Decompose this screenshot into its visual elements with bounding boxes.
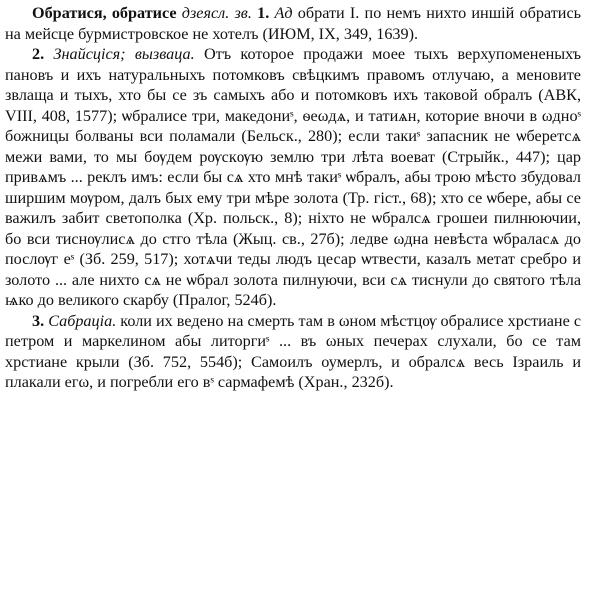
sense-text: обрати I. по немъ нихто иншій обратись на мейсце бурмистровское не хотелъ (ИЮМ, IX, 349, 1639). [5, 4, 582, 43]
sense-number: 1. [257, 4, 270, 22]
grammar-label: дзеясл. зв. [181, 4, 252, 22]
sense-text: Отъ которое продажи моее тыхъ верхупомененыхъ пановъ и ихъ натуральныхъ потомковъ свѣцкимъ правомъ отлучаю, а меновите звлаща и тыхъ, хто бы се зъ самыхъ або и потомковъ ихъ таковой обралъ (АВК, VIII, 408, 1577); ѡбралисе три, македониˢ, ѳеωдѧ, и татиѧн, которие вночи в ωдноˢ божницы болваны вси поламали (Бельск., 280); если такиˢ запасник не ѡберетсѧ межи вами, то мы бѹдем рѹскѹю землю три лѣта воеват (Стрыйк., 447); цар привѧмъ ... реклъ имъ: если бы сѧ хто мнѣ такиˢ ѡбралъ, абы трою мѣсто збудовал ширшим мѹром, далъ быx ему три мѣре золота (Тр. гіст., 68); хто се ѡбере, абы се важилъ забит светополка (Хр. польск., 8); ніхто не ѡбралсѧ грошеи пилнюючии, бо вси тиснѹлисѧ до стго тѣла (Жыц. св., 27б); ледве ωдна невѣста ѡбраласѧ до послѹг еˢ (Зб. 259, 517); хотѧчи теды людъ цесар ѡтвести, казалъ метат сребро и золото ... але нихто сѧ не ѡбрал золота пилнуючи, вси сѧ тиснули до святого тѣла ѩко до великого скарбу (Пралог, 524б). [5, 45, 582, 309]
sense-1-paragraph [5, 3, 581, 44]
sense-gloss: Знайсціся; вызваца. [53, 45, 195, 63]
entry-headword: Обратися, обратисе [32, 4, 177, 22]
sense-2-paragraph [5, 44, 581, 311]
sense-number: 3. [32, 311, 45, 330]
sense-gloss: Ад [274, 4, 293, 22]
dictionary-entry [5, 3, 581, 393]
sense-gloss: Сабраціа. [48, 311, 117, 330]
sense-3-paragraph [5, 311, 581, 393]
sense-text: коли их ведено на смерть там в ωном мѣстцѹ обралисе хрстиане с петром и маркелином абы литоргиˢ ... въ ωных печерах слухали, бо се там хрстиане крыли (Зб. 752, 554б); Самоилъ оумерлъ, и обралсѧ весь Ізраиль и плакали егω, и погребли его вˢ сармафемѣ (Хран., 232б). [5, 311, 581, 391]
sense-number: 2. [32, 45, 45, 63]
